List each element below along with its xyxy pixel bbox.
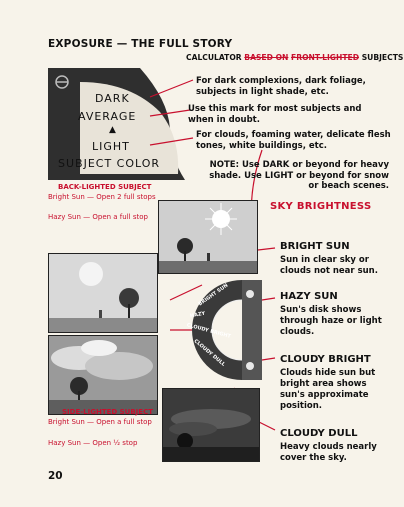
sky-item-bright-sun-title: BRIGHT SUN [280,241,350,252]
dial-arrow: ▲ [109,125,117,135]
page-number: 20 [48,470,63,482]
sky-item-hazy-sun-desc: Sun's disk shows through haze or light clouds. [280,305,382,337]
back-lighted-bright: Bright Sun — Open 2 full stops [48,193,156,201]
sky-item-cloudy-dull-title: CLOUDY DULL [280,428,358,439]
cloudy-bright-scene [49,336,157,414]
side-lighted-hazy: Hazy Sun — Open ½ stop [48,439,138,447]
photo-hazy-sun [48,253,158,333]
sky-item-hazy-sun-title: HAZY SUN [280,291,338,302]
note-average: Use this mark for most subjects and when in doubt. [188,104,362,125]
bright-sun-scene [159,201,257,273]
subheading-struck-1: BASED ON [244,53,289,62]
note-dark: For dark complexions, dark foliage, subjects in light shade, etc. [196,76,366,97]
page-heading: EXPOSURE — THE FULL STORY [48,38,233,50]
sky-item-cloudy-bright-title: CLOUDY BRIGHT [280,354,371,365]
subheading-struck-2: FRONT-LIGHTED [291,53,360,62]
note-box: NOTE: Use DARK or beyond for heavy shade. Use LIGHT or beyond for snow or beach scenes. [209,160,389,191]
photo-cloudy-bright [48,335,158,415]
subheading-suffix: SUBJECTS [361,53,404,62]
back-lighted-hazy: Hazy Sun — Open a full stop [48,213,148,221]
wheel-label-cloudy-dull: CLOUDY DULL [192,338,227,368]
sky-brightness-title: SKY BRIGHTNESS [270,201,372,212]
note-light: For clouds, foaming water, delicate flesh tones, white buildings, etc. [196,130,391,151]
sky-item-cloudy-dull-desc: Heavy clouds nearly cover the sky. [280,442,377,463]
dial-caption: SUBJECT COLOR [58,157,161,170]
hazy-sun-scene [49,254,157,332]
side-lighted-title: SIDE-LIGHTED SUBJECT [62,408,153,416]
dial-label-dark: DARK [95,92,130,105]
subheading-prefix: CALCULATOR [186,53,242,62]
back-lighted-title: BACK-LIGHTED SUBJECT [58,183,152,191]
sky-item-bright-sun-desc: Sun in clear sky or clouds not near sun. [280,255,378,276]
side-lighted-bright: Bright Sun — Open a full stop [48,418,152,426]
photo-bright-sun [158,200,258,274]
sky-item-cloudy-bright-desc: Clouds hide sun but bright area shows sun's approximate position. [280,368,376,411]
cloudy-dull-scene [163,389,259,461]
wheel-label-cloudy-bright: CLOUDY BRIGHT [185,322,232,340]
wheel-label-hazy: HAZY [189,310,206,320]
dial-label-average: AVERAGE [78,110,137,123]
wheel-label-bright: BRIGHT SUN [197,282,230,308]
dial-label-light: LIGHT [92,140,130,153]
photo-cloudy-dull [162,388,260,462]
